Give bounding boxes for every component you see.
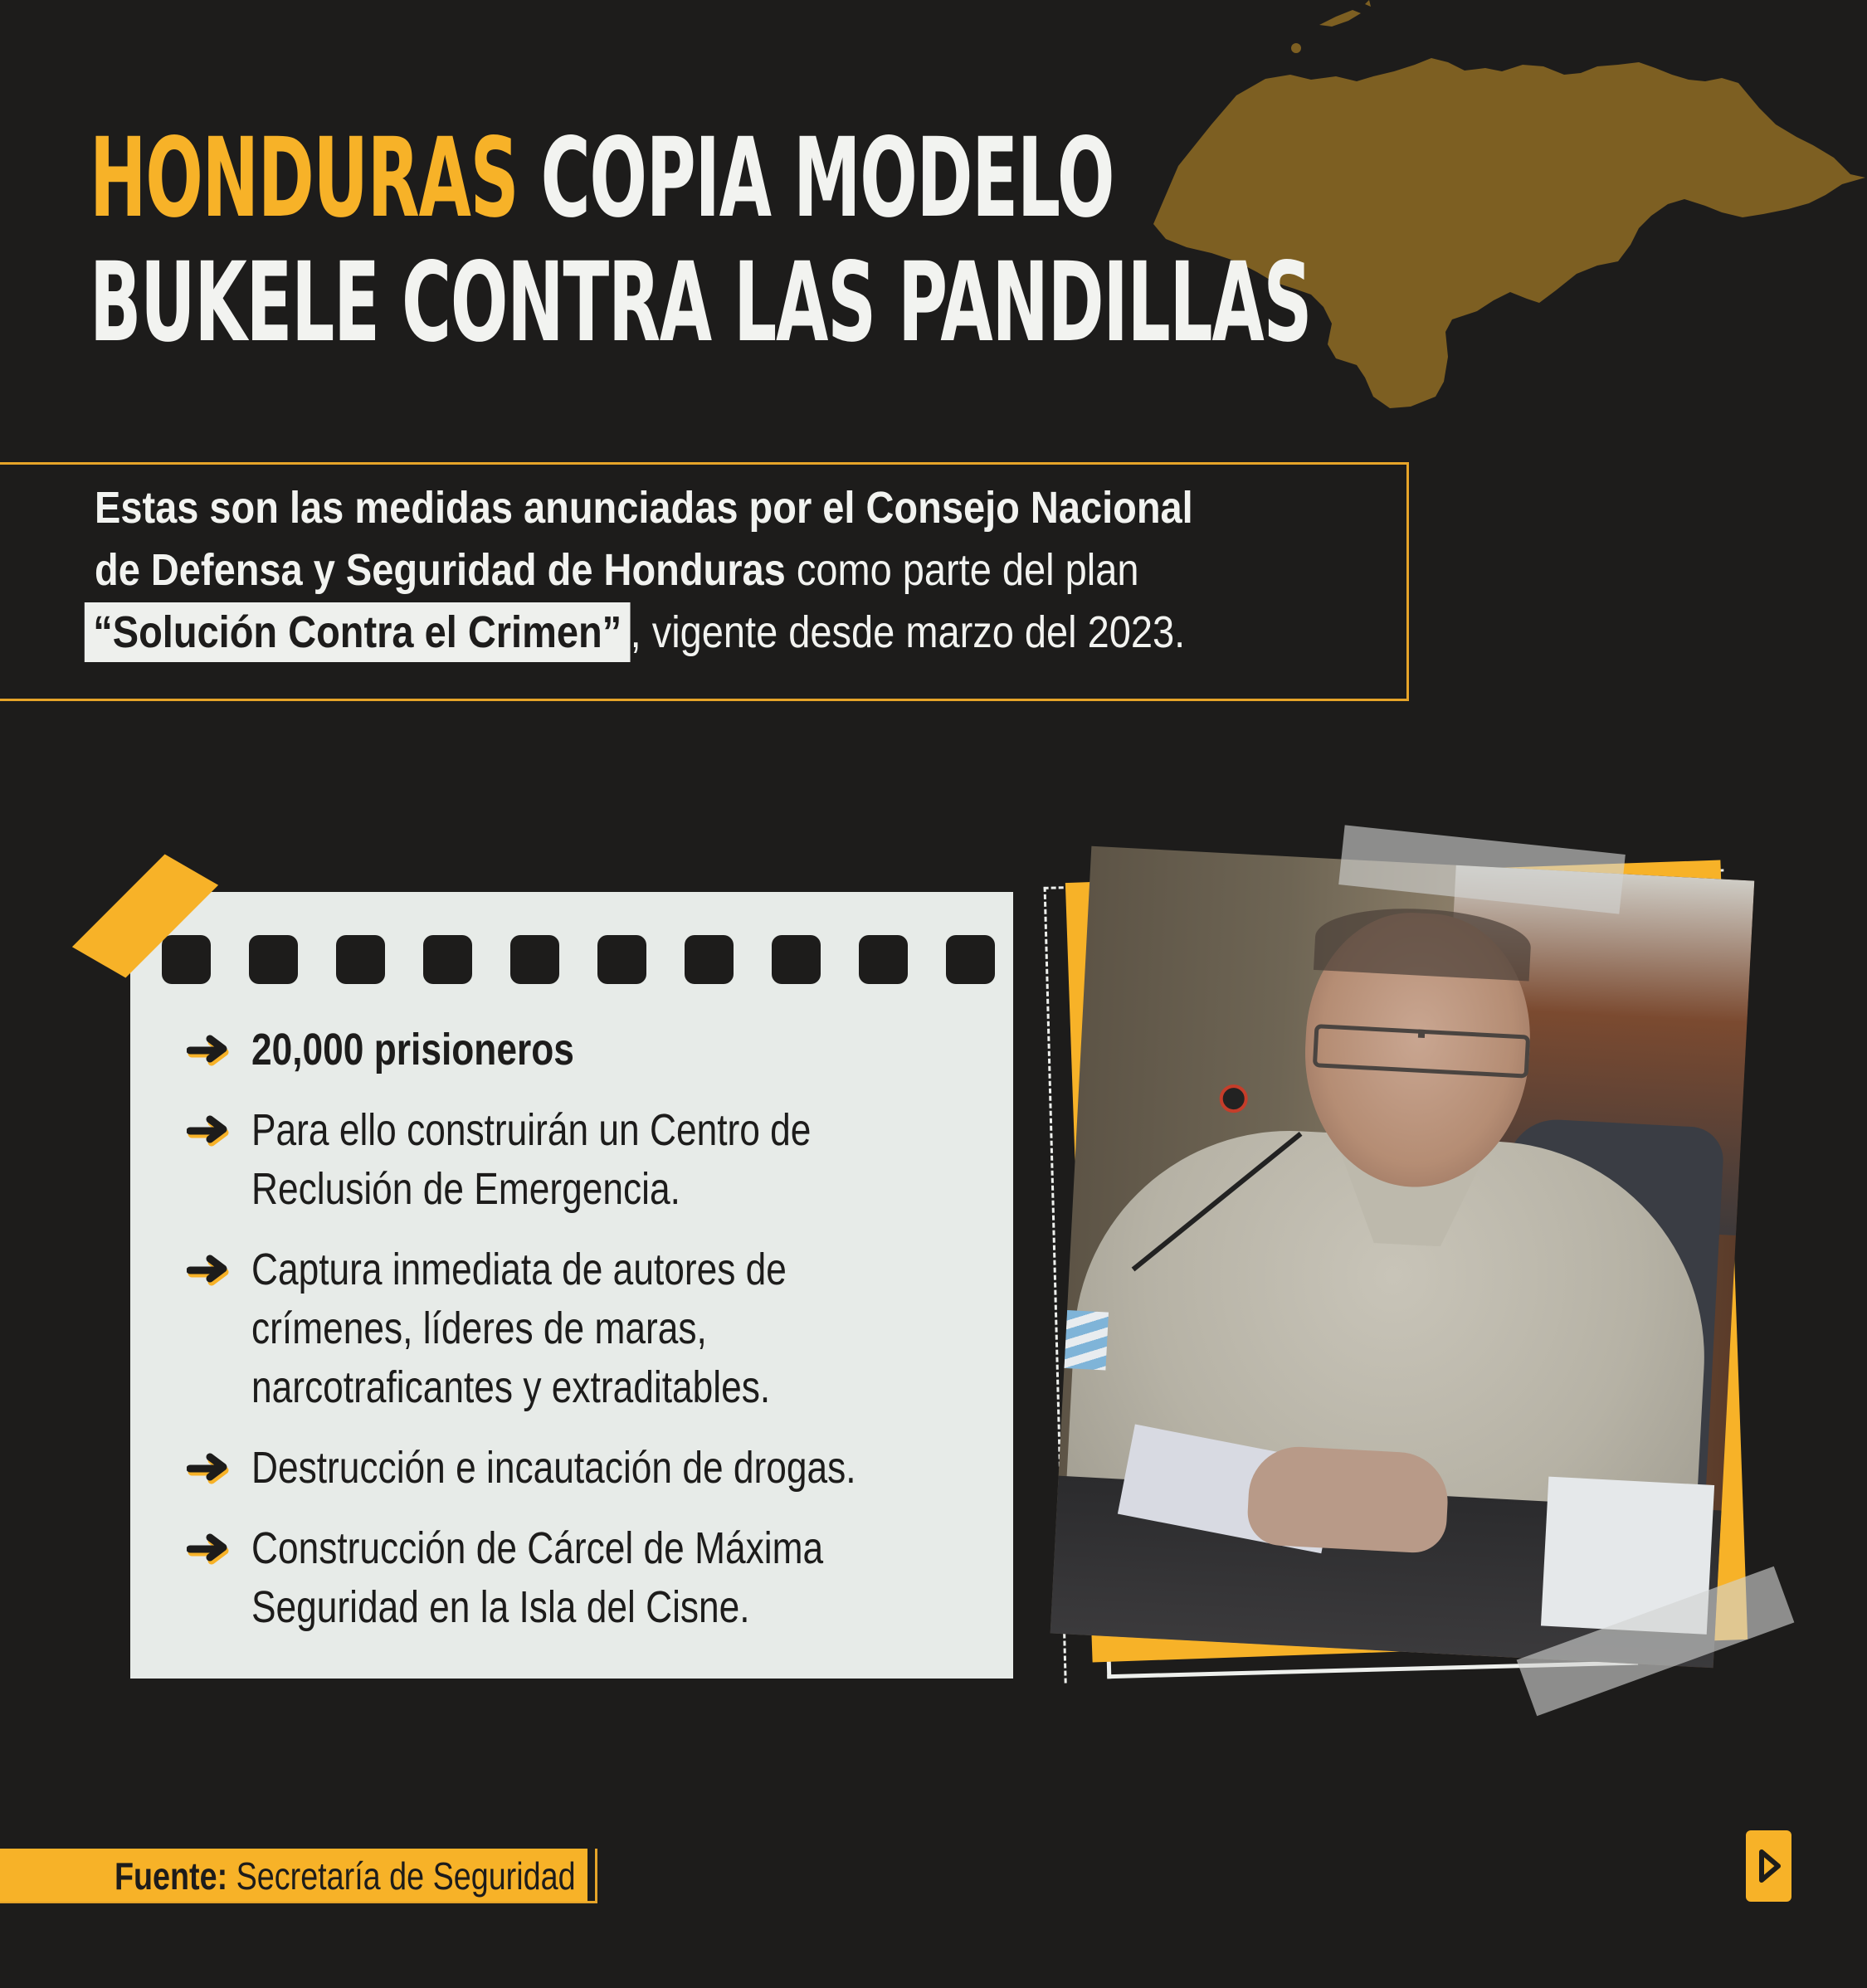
next-button[interactable] [1746, 1830, 1791, 1902]
list-item [187, 1101, 967, 1219]
measure-line: Destrucción e incautación de drogas. [251, 1443, 856, 1493]
notebook-hole [249, 935, 298, 984]
flag-patch-icon [1064, 1310, 1109, 1371]
notebook-hole [685, 935, 734, 984]
play-icon [1755, 1845, 1783, 1887]
intro-paragraph [95, 477, 1322, 664]
measure-line: Seguridad en la Isla del Cisne. [251, 1582, 750, 1632]
source-value: Secretaría de Seguridad [227, 1854, 576, 1898]
measures-list [187, 1021, 967, 1659]
notebook-hole [336, 935, 385, 984]
intro-light-3: , vigente desde marzo del 2023. [630, 607, 1186, 657]
notebook-holes [162, 935, 995, 984]
notebook-hole [510, 935, 559, 984]
title-line-2: BUKELE CONTRA LAS PANDILLAS [90, 239, 1312, 367]
title-highlight: HONDURAS [90, 115, 519, 242]
measure-text [251, 1439, 856, 1498]
honduras-map-icon [1120, 0, 1867, 448]
photo-collage [1046, 838, 1792, 1718]
measure-line: Para ello construirán un Centro de [251, 1105, 812, 1155]
source-label [0, 1849, 587, 1902]
notebook-hole [772, 935, 821, 984]
notebook-hole [597, 935, 646, 984]
arrow-right-icon [187, 1021, 245, 1079]
official-photo [1050, 846, 1755, 1669]
measure-text [251, 1519, 823, 1637]
measure-text [251, 1101, 811, 1219]
arrow-right-icon [187, 1439, 245, 1498]
notebook-hole [946, 935, 995, 984]
list-item [187, 1439, 967, 1498]
notebook-hole [162, 935, 211, 984]
measure-line: Reclusión de Emergencia. [251, 1164, 680, 1214]
title-line-1-rest: COPIA MODELO [518, 115, 1114, 242]
intro-light-2: como parte del plan [785, 545, 1139, 595]
page-title [90, 115, 1312, 367]
intro-bold-1: Estas son las medidas anunciadas por el Consejo Nacional [95, 483, 1193, 533]
source-text [115, 1854, 576, 1898]
measure-text [251, 1240, 787, 1417]
intro-bold-2: de Defensa y Seguridad de Honduras [95, 545, 786, 595]
list-item [187, 1021, 967, 1079]
notebook-hole [859, 935, 908, 984]
list-item [187, 1240, 967, 1417]
plan-name-highlight: “Solución Contra el Crimen” [85, 602, 631, 662]
microphone-head [1219, 1084, 1249, 1113]
measure-line: narcotraficantes y extraditables. [251, 1362, 771, 1412]
measure-line: Captura inmediata de autores de [251, 1245, 787, 1294]
photo-hand [1246, 1445, 1450, 1554]
arrow-right-icon [187, 1519, 245, 1637]
measure-line: crímenes, líderes de maras, [251, 1303, 707, 1353]
arrow-right-icon [187, 1101, 245, 1219]
notebook-hole [423, 935, 472, 984]
arrow-right-icon [187, 1240, 245, 1417]
list-item [187, 1519, 967, 1637]
source-label-bold: Fuente: [115, 1854, 228, 1898]
title-line-1 [90, 115, 1114, 242]
measure-line: Construcción de Cárcel de Máxima [251, 1523, 824, 1573]
measure-text: 20,000 prisioneros [251, 1025, 574, 1074]
